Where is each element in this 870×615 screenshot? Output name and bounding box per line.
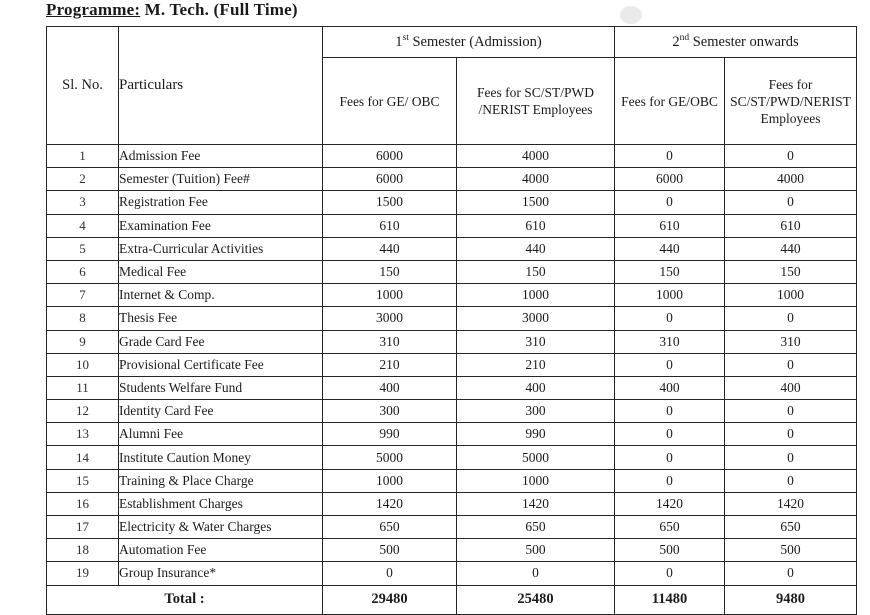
row-sem1-sc-st-pwd: 400 [457,376,615,399]
row-slno: 17 [47,516,119,539]
row-sem1-ge-obc: 1000 [323,469,457,492]
row-particulars: Establishment Charges [119,492,323,515]
row-particulars: Internet & Comp. [119,284,323,307]
row-sem1-sc-st-pwd: 1500 [457,191,615,214]
row-sem2-ge-obc: 0 [615,353,725,376]
row-slno: 5 [47,237,119,260]
row-slno: 2 [47,168,119,191]
row-slno: 7 [47,284,119,307]
total-label: Total : [47,585,323,614]
fee-structure-table [46,26,857,615]
row-sem1-ge-obc: 650 [323,516,457,539]
row-slno: 6 [47,260,119,283]
column-header-particulars: Particulars [119,27,323,145]
row-sem2-sc-st-pwd: 0 [725,145,857,168]
table-row [47,353,857,376]
row-sem1-sc-st-pwd: 1420 [457,492,615,515]
row-sem1-sc-st-pwd: 990 [457,423,615,446]
total-row [47,585,857,614]
row-sem1-ge-obc: 0 [323,562,457,585]
table-row [47,400,857,423]
table-row [47,237,857,260]
row-sem2-sc-st-pwd: 4000 [725,168,857,191]
row-sem1-ge-obc: 5000 [323,446,457,469]
table-row [47,214,857,237]
column-header-slno: Sl. No. [47,27,119,145]
row-particulars: Alumni Fee [119,423,323,446]
row-slno: 8 [47,307,119,330]
row-particulars: Grade Card Fee [119,330,323,353]
row-particulars: Automation Fee [119,539,323,562]
row-particulars: Institute Caution Money [119,446,323,469]
table-row [47,539,857,562]
table-row [47,492,857,515]
row-sem1-sc-st-pwd: 310 [457,330,615,353]
row-sem1-sc-st-pwd: 210 [457,353,615,376]
row-sem1-sc-st-pwd: 1000 [457,284,615,307]
row-slno: 12 [47,400,119,423]
row-sem2-sc-st-pwd: 0 [725,423,857,446]
row-slno: 19 [47,562,119,585]
row-sem2-ge-obc: 0 [615,307,725,330]
table-row [47,469,857,492]
page-title-label: Programme: [46,0,141,19]
row-sem2-ge-obc: 6000 [615,168,725,191]
row-sem1-sc-st-pwd: 4000 [457,168,615,191]
row-sem2-ge-obc: 0 [615,446,725,469]
total-sem2-ge-obc: 11480 [615,585,725,614]
row-sem1-ge-obc: 990 [323,423,457,446]
row-sem1-ge-obc: 3000 [323,307,457,330]
row-sem1-sc-st-pwd: 440 [457,237,615,260]
row-sem1-ge-obc: 210 [323,353,457,376]
row-sem2-sc-st-pwd: 500 [725,539,857,562]
row-sem2-sc-st-pwd: 650 [725,516,857,539]
row-slno: 1 [47,145,119,168]
row-sem2-ge-obc: 610 [615,214,725,237]
row-slno: 10 [47,353,119,376]
row-particulars: Semester (Tuition) Fee# [119,168,323,191]
row-slno: 9 [47,330,119,353]
row-slno: 18 [47,539,119,562]
row-sem2-ge-obc: 0 [615,400,725,423]
row-sem2-ge-obc: 1000 [615,284,725,307]
table-header [47,27,857,145]
row-sem2-ge-obc: 0 [615,145,725,168]
table-row [47,562,857,585]
row-particulars: Provisional Certificate Fee [119,353,323,376]
row-sem2-sc-st-pwd: 0 [725,191,857,214]
table-row [47,168,857,191]
table-body [47,145,857,586]
row-sem2-sc-st-pwd: 400 [725,376,857,399]
row-sem2-sc-st-pwd: 1420 [725,492,857,515]
row-sem2-ge-obc: 0 [615,562,725,585]
table-row [47,446,857,469]
row-sem2-ge-obc: 400 [615,376,725,399]
row-sem2-ge-obc: 0 [615,423,725,446]
group-header-sem2-prefix: 2 [672,33,680,50]
row-sem1-ge-obc: 400 [323,376,457,399]
row-sem2-sc-st-pwd: 0 [725,353,857,376]
row-slno: 16 [47,492,119,515]
row-particulars: Examination Fee [119,214,323,237]
column-header-sem2-sc-st-pwd: Fees for SC/ST/PWD/NERIST Employees [725,58,857,145]
group-header-sem2-suffix: Semester onwards [689,33,799,50]
row-particulars: Group Insurance* [119,562,323,585]
row-sem1-ge-obc: 150 [323,260,457,283]
row-sem2-sc-st-pwd: 0 [725,400,857,423]
group-header-sem1-sup: st [402,33,409,44]
row-sem2-ge-obc: 650 [615,516,725,539]
row-sem1-sc-st-pwd: 300 [457,400,615,423]
total-sem2-sc-st-pwd: 9480 [725,585,857,614]
row-slno: 3 [47,191,119,214]
row-sem1-sc-st-pwd: 0 [457,562,615,585]
row-sem2-ge-obc: 440 [615,237,725,260]
table-row [47,191,857,214]
table-footer [47,585,857,614]
header-row-groups [47,27,857,58]
row-particulars: Medical Fee [119,260,323,283]
row-sem2-ge-obc: 1420 [615,492,725,515]
row-sem2-sc-st-pwd: 610 [725,214,857,237]
row-sem2-sc-st-pwd: 0 [725,307,857,330]
table-row [47,284,857,307]
row-sem2-ge-obc: 0 [615,469,725,492]
row-sem2-ge-obc: 500 [615,539,725,562]
row-sem1-ge-obc: 310 [323,330,457,353]
row-sem1-ge-obc: 1420 [323,492,457,515]
page-title-value: M. Tech. (Full Time) [144,0,298,19]
group-header-sem1-prefix: 1 [395,33,403,50]
row-particulars: Thesis Fee [119,307,323,330]
row-slno: 11 [47,376,119,399]
table-row [47,516,857,539]
total-sem1-sc-st-pwd: 25480 [457,585,615,614]
row-sem2-sc-st-pwd: 0 [725,469,857,492]
table-row [47,307,857,330]
row-sem1-sc-st-pwd: 1000 [457,469,615,492]
row-sem2-sc-st-pwd: 1000 [725,284,857,307]
row-sem1-sc-st-pwd: 5000 [457,446,615,469]
column-header-sem2-ge-obc: Fees for GE/OBC [615,58,725,145]
row-sem1-ge-obc: 1500 [323,191,457,214]
row-sem2-ge-obc: 0 [615,191,725,214]
row-slno: 4 [47,214,119,237]
row-sem1-ge-obc: 500 [323,539,457,562]
row-particulars: Admission Fee [119,145,323,168]
row-particulars: Registration Fee [119,191,323,214]
column-header-sem1-sc-st-pwd: Fees for SC/ST/PWD /NERIST Employees [457,58,615,145]
table-row [47,260,857,283]
table-row [47,145,857,168]
row-sem1-sc-st-pwd: 3000 [457,307,615,330]
row-sem1-ge-obc: 6000 [323,168,457,191]
row-sem1-sc-st-pwd: 150 [457,260,615,283]
row-sem2-ge-obc: 150 [615,260,725,283]
row-sem2-sc-st-pwd: 150 [725,260,857,283]
row-sem2-sc-st-pwd: 0 [725,562,857,585]
table-row [47,376,857,399]
row-particulars: Identity Card Fee [119,400,323,423]
row-sem1-sc-st-pwd: 500 [457,539,615,562]
row-sem2-ge-obc: 310 [615,330,725,353]
row-sem2-sc-st-pwd: 310 [725,330,857,353]
row-sem1-ge-obc: 610 [323,214,457,237]
group-header-semester-2 [615,27,857,58]
table-row [47,330,857,353]
page-title [46,0,298,20]
row-sem2-sc-st-pwd: 0 [725,446,857,469]
row-sem1-ge-obc: 440 [323,237,457,260]
group-header-sem1-suffix: Semester (Admission) [408,33,542,50]
row-sem1-ge-obc: 300 [323,400,457,423]
row-sem1-sc-st-pwd: 610 [457,214,615,237]
group-header-sem2-sup: nd [679,33,690,44]
row-particulars: Students Welfare Fund [119,376,323,399]
row-particulars: Electricity & Water Charges [119,516,323,539]
total-sem1-ge-obc: 29480 [323,585,457,614]
group-header-semester-1 [323,27,615,58]
row-sem1-ge-obc: 1000 [323,284,457,307]
row-sem1-ge-obc: 6000 [323,145,457,168]
table-row [47,423,857,446]
row-slno: 15 [47,469,119,492]
row-slno: 13 [47,423,119,446]
row-particulars: Training & Place Charge [119,469,323,492]
row-slno: 14 [47,446,119,469]
scan-artifact [620,6,642,24]
column-header-sem1-ge-obc: Fees for GE/ OBC [323,58,457,145]
row-sem1-sc-st-pwd: 4000 [457,145,615,168]
row-particulars: Extra-Curricular Activities [119,237,323,260]
row-sem1-sc-st-pwd: 650 [457,516,615,539]
row-sem2-sc-st-pwd: 440 [725,237,857,260]
